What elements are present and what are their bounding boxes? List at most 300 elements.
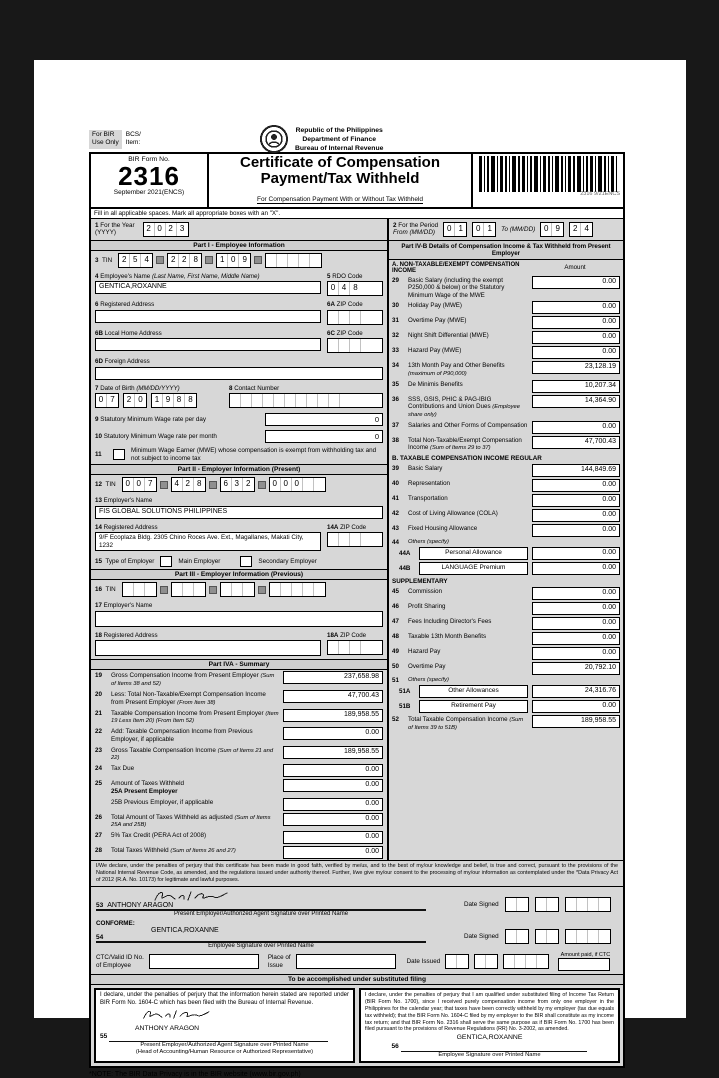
- item-number: 34: [392, 362, 399, 370]
- signature-53-handwriting: [151, 889, 426, 902]
- digit-cell: [457, 955, 468, 968]
- contact-number-field[interactable]: [229, 393, 383, 408]
- part4b-header: Part IV-B Details of Compensation Income & Tax Withheld from Present Employer: [389, 241, 623, 260]
- digit-cell: [566, 898, 577, 911]
- digit-cell: [328, 339, 339, 352]
- part2-header: Part II - Employer Information (Present): [91, 464, 387, 475]
- form-subtitle: For Compensation Payment With or Without Tax Withheld: [256, 195, 424, 203]
- zip-6c-field[interactable]: [327, 338, 383, 353]
- amount-field[interactable]: 0.00: [532, 562, 620, 575]
- digit-cell: [252, 394, 263, 407]
- date-signed-53-year[interactable]: [565, 897, 611, 912]
- summary-row: [91, 778, 387, 796]
- employer-address-row: 14 Registered Address 9/F Ecoplaza Bldg. 2305 Chino Roces Ave. Ext., Magallanes, Makati City, 1232 14A ZIP Code: [91, 522, 387, 555]
- republic-line: Republic of the Philippines: [295, 126, 383, 134]
- use-only-label: Use Only: [92, 139, 119, 147]
- digit-cell: 8: [174, 394, 185, 407]
- specify-label-field[interactable]: Personal Allowance: [419, 547, 528, 560]
- summary-row: [91, 745, 387, 764]
- digit-cell: [123, 583, 134, 596]
- amount-field[interactable]: 0.00: [283, 727, 383, 740]
- digit-cell: [232, 583, 243, 596]
- amount-field[interactable]: 0.00: [532, 276, 620, 289]
- section-header: SUPPLEMENTARY: [392, 578, 448, 586]
- mwe-checkbox[interactable]: [113, 449, 125, 460]
- digit-cell: [547, 930, 558, 943]
- previous-employer-name-field[interactable]: [95, 611, 383, 627]
- amount-field[interactable]: 0.00: [532, 547, 620, 560]
- digit-cell: [299, 254, 310, 267]
- form-title-cell: [209, 154, 471, 207]
- digit-cell: [361, 339, 372, 352]
- amount-field[interactable]: 0.00: [532, 331, 620, 344]
- date-signed-53-day[interactable]: [535, 897, 559, 912]
- item-label: Transportation: [408, 495, 448, 503]
- amount-field[interactable]: 189,958.55: [283, 709, 383, 722]
- foreign-address-row: 6D Foreign Address: [91, 356, 387, 382]
- period-label: 2 For the Period From (MM/DD): [393, 221, 439, 237]
- item-label: Overtime Pay: [408, 663, 446, 671]
- item-label: Taxable Compensation Income from Present Employer (Item 19 Less Item 20) (From Item 52): [111, 709, 279, 725]
- digit-cell: [537, 955, 548, 968]
- digit-cell: [361, 641, 372, 654]
- digit-cell: 1: [152, 394, 163, 407]
- item-label: Total Amount of Taxes Withheld as adjusted (Sum of Items 25A and 25B): [111, 813, 271, 829]
- employer-signatory-name: ANTHONY ARAGON: [107, 901, 174, 909]
- amount-field[interactable]: 0.00: [283, 798, 383, 811]
- digit-cell: [134, 583, 145, 596]
- item-label: Item:: [125, 139, 141, 147]
- item-number: 33: [392, 347, 399, 355]
- item-label: Holiday Pay (MWE): [408, 302, 462, 310]
- for-bir-chip: [89, 130, 122, 149]
- specify-label-field[interactable]: LANGUAGE Premium: [419, 562, 528, 575]
- employee-name-field[interactable]: GENTICA,ROXANNE: [95, 281, 321, 294]
- item-label: Cost of Living Allowance (COLA): [408, 510, 498, 518]
- digit-cell: [328, 533, 339, 546]
- compensation-row: [389, 661, 623, 676]
- item-label: Fees Including Director's Fees: [408, 618, 492, 626]
- previous-employer-tin-field[interactable]: [122, 582, 326, 597]
- tin-separator: [205, 256, 213, 264]
- employer-name-row: 13 Employer's Name FIS GLOBAL SOLUTIONS PHILIPPINES: [91, 495, 387, 521]
- digit-cell: [599, 930, 610, 943]
- tin-separator: [156, 256, 164, 264]
- digit-cell: [599, 898, 610, 911]
- year-label: 1 For the Year (YYYY): [95, 221, 135, 237]
- digit-cell: [296, 394, 307, 407]
- digit-cell: [281, 583, 292, 596]
- digit-cell: 3: [232, 478, 243, 491]
- digit-cell: [303, 478, 314, 491]
- others-specify-header: 51 Others (specify): [392, 677, 449, 685]
- amount-field[interactable]: 0.00: [532, 494, 620, 507]
- item-number: 22: [95, 728, 103, 736]
- item-number: 52: [392, 716, 399, 724]
- barcode-label: 2316 9/21ENCS: [580, 190, 620, 197]
- zip-14a-field[interactable]: [327, 532, 383, 547]
- date-issued-year[interactable]: [503, 954, 549, 969]
- bir-seal-icon: [259, 124, 289, 156]
- foreign-address-field[interactable]: [95, 367, 383, 380]
- amount-field[interactable]: 0.00: [532, 587, 620, 600]
- digit-cell: [361, 533, 372, 546]
- previous-employer-address-field[interactable]: [95, 640, 321, 656]
- amount-field[interactable]: 10,207.34: [532, 380, 620, 393]
- tin-group[interactable]: [167, 253, 202, 268]
- item-number: 36: [392, 395, 399, 403]
- year-period-row: [91, 219, 623, 241]
- date-signed-54-day[interactable]: [535, 929, 559, 944]
- wage-per-month-field[interactable]: 0: [265, 430, 383, 443]
- amount-field[interactable]: 0.00: [532, 700, 620, 713]
- summary-rows: [91, 670, 387, 860]
- tin-separator: [209, 586, 217, 594]
- tin-group[interactable]: [220, 582, 255, 597]
- period-to-month-field[interactable]: [540, 222, 564, 237]
- part3-header: Part III - Employer Information (Previous): [91, 569, 387, 580]
- amount-field[interactable]: 0.00: [283, 779, 383, 792]
- amount-field[interactable]: 0.00: [532, 509, 620, 522]
- amount-field[interactable]: 0.00: [532, 479, 620, 492]
- employee-signatory-name-56: GENTICA,ROXANNE: [456, 1034, 523, 1042]
- section-header: B. TAXABLE COMPENSATION INCOME REGULAR: [392, 455, 542, 463]
- digit-cell: [285, 394, 296, 407]
- amount-field[interactable]: 0.00: [283, 764, 383, 777]
- digit-cell: 7: [147, 479, 153, 489]
- dof-line: Department of Finance: [302, 135, 377, 143]
- amount-field[interactable]: 23,128.19: [532, 361, 620, 374]
- period-to-label: To (MM/DD): [501, 225, 536, 233]
- digit-cell: [329, 394, 340, 407]
- zip-6a-field[interactable]: [327, 310, 383, 325]
- digit-cell: 0: [155, 223, 166, 236]
- item-number: 35: [392, 380, 399, 388]
- fill-instruction: Fill in all applicable spaces. Mark all appropriate boxes with an "X".: [91, 209, 623, 219]
- item-label: Night Shift Differential (MWE): [408, 332, 489, 340]
- employer-signatory-name-55: ANTHONY ARAGON: [135, 1024, 200, 1032]
- item-label: Hazard Pay: [408, 648, 441, 656]
- date-signed-54: Date Signed: [464, 929, 611, 944]
- period-from-day-field[interactable]: [472, 222, 496, 237]
- amount-field[interactable]: 0.00: [283, 831, 383, 844]
- digit-cell: [314, 478, 325, 491]
- dob-contact-row: 7 Date of Birth (MM/DD/YYYY) 0 7 2 0 1 9 8 8 8 Contact Number: [91, 383, 387, 411]
- digit-cell: [339, 533, 350, 546]
- digit-cell: 8: [196, 479, 202, 489]
- compensation-row: [389, 394, 623, 420]
- dob-year-field[interactable]: [151, 393, 197, 408]
- digit-cell: [183, 583, 194, 596]
- compensation-row: [389, 616, 623, 631]
- item-label: Tax Due: [111, 765, 135, 773]
- amount-field[interactable]: 0.00: [532, 617, 620, 630]
- amount-field[interactable]: 0.00: [532, 301, 620, 314]
- period-from-month-field[interactable]: [443, 222, 467, 237]
- dob-month-field[interactable]: [95, 393, 119, 408]
- amount-field[interactable]: 0.00: [532, 632, 620, 645]
- signature-55-caption1: Present Employer/Authorized Agent Signature over Printed Name: [140, 1041, 309, 1048]
- employer-tin-field[interactable]: [122, 477, 326, 492]
- bir-line: Bureau of Internal Revenue: [295, 144, 383, 154]
- summary-row: [91, 845, 387, 860]
- amount-field[interactable]: 47,700.43: [283, 690, 383, 703]
- main-employer-checkbox[interactable]: [160, 556, 172, 567]
- digit-cell: [307, 394, 318, 407]
- compensation-row: [389, 360, 623, 378]
- conforme-label: CONFORME:: [96, 919, 135, 927]
- dob-day-field[interactable]: [123, 393, 147, 408]
- item-number: 20: [95, 691, 103, 698]
- digit-cell: [172, 583, 183, 596]
- date-issued-day[interactable]: [474, 954, 498, 969]
- item-number: 43: [392, 525, 399, 533]
- digit-cell: [547, 898, 558, 911]
- amount-field[interactable]: 24,316.76: [532, 685, 620, 698]
- left-column: [91, 241, 389, 860]
- digit-cell: [506, 930, 517, 943]
- item-number: 21: [95, 709, 103, 717]
- item-label: 13th Month Pay and Other Benefits (maximum of P90,000): [408, 362, 505, 377]
- item-label: Overtime Pay (MWE): [408, 317, 467, 325]
- item-label: Gross Compensation Income from Present Employer (Sum of Items 38 and 52): [111, 672, 275, 688]
- declaration-text: I/We declare, under the penalties of perjury that this certificate has been made in good faith, verified by me/us, and to the best of my/our knowledge and belief, is true and correct, pursuant to the provisions of the National Internal Revenue Code, as amended, and the regulations issued under authority thereof. Further, I/we give my/our consent to the processing of my/our information as contemplated under the *Data Privacy Act of 2012 (R.A. No. 10173) for legitimate and lawful purposes.: [91, 861, 623, 886]
- digit-cell: 3: [179, 223, 185, 233]
- year-field[interactable]: [143, 222, 189, 237]
- digit-cell: [517, 930, 528, 943]
- item-number: 30: [392, 302, 399, 310]
- specify-row: [389, 546, 623, 561]
- digit-cell: 9: [163, 394, 174, 407]
- substituted-filing-section: [91, 985, 623, 1065]
- previous-employer-address-row: 18 Registered Address 18A ZIP Code: [91, 630, 387, 659]
- substituted-left-text: I declare, under the penalties of perjury that the information herein stated are reported under BIR Form No. 1604-C which has been filed with the Bureau of Internal Revenue.: [100, 992, 349, 1006]
- item-number: 51B: [399, 703, 411, 711]
- item-label: Representation: [408, 480, 450, 488]
- employer-name-field[interactable]: FIS GLOBAL SOLUTIONS PHILIPPINES: [95, 506, 383, 519]
- summary-row: [91, 763, 387, 778]
- item-number: 38: [392, 437, 399, 445]
- tin-separator: [258, 586, 266, 594]
- digit-cell: 2: [570, 223, 581, 236]
- digit-cell: [486, 955, 497, 968]
- item-number: [95, 798, 108, 806]
- digit-cell: 2: [183, 478, 194, 491]
- amount-field[interactable]: 189,958.55: [532, 715, 620, 728]
- local-address-field[interactable]: [95, 338, 321, 351]
- compensation-row: [389, 463, 623, 478]
- specify-label-field[interactable]: Other Allowances: [419, 685, 528, 698]
- digit-cell: [328, 311, 339, 324]
- digit-cell: [475, 955, 486, 968]
- secondary-employer-label: Secondary Employer: [258, 557, 317, 565]
- digit-cell: 9: [555, 223, 560, 233]
- form-edition: September 2021(ENCS): [113, 188, 185, 196]
- tin-group[interactable]: [269, 477, 326, 492]
- part4a-header: Part IVA - Summary: [91, 659, 387, 670]
- tin-group[interactable]: [171, 477, 206, 492]
- tin-group[interactable]: [122, 477, 157, 492]
- employer-type-row: 15 Type of Employer Main Employer Secondary Employer: [91, 554, 387, 569]
- wage-per-day-row: 9 Statutory Minimum Wage rate per day 0: [91, 411, 387, 428]
- amount-field[interactable]: 0.00: [283, 846, 383, 859]
- substituted-right-text: I declare, under the penalties of perjury that I am qualified under substituted filing of Income Tax Return (BIR Form No. 1700), since I received purely compensation income from only one employer in the Philippines for the calendar year; that taxes have been correctly withheld by my employer (tax due equals tax withheld); that the BIR Form No. 1604-C filed by my employer to the BIR shall constitute as my income tax return; and that BIR Form No. 2316 shall serve the same purpose as if BIR Form No. 1700 has been filed pursuant to the provisions of Revenue Regulations (RR) No. 3-2002, as amended.: [365, 992, 614, 1033]
- summary-row: [91, 708, 387, 727]
- item-number: 32: [392, 332, 399, 340]
- digit-cell: 0: [123, 478, 134, 491]
- tin-group[interactable]: [220, 477, 255, 492]
- others-specify-header: 44 Others (specify): [392, 539, 449, 547]
- digit-cell: 0: [281, 478, 292, 491]
- signature-54-caption: Employee Signature over Printed Name: [208, 942, 314, 949]
- date-signed-54-month[interactable]: [505, 929, 529, 944]
- amount-paid-label: Amount paid, if CTC: [560, 952, 611, 959]
- bcs-item: [126, 130, 141, 149]
- amount-field[interactable]: 144,849.69: [532, 464, 620, 477]
- registered-address-field[interactable]: [95, 310, 321, 323]
- amount-field[interactable]: 237,658.98: [283, 671, 383, 684]
- summary-row: [91, 830, 387, 845]
- digit-cell: [350, 641, 361, 654]
- digit-cell: [270, 583, 281, 596]
- amount-paid-field[interactable]: [558, 958, 610, 971]
- mwe-row: 11 Minimum Wage Earner (MWE) whose compensation is exempt from withholding tax and not subject to income tax: [91, 445, 387, 464]
- employee-signatory-name: GENTICA,ROXANNE: [151, 926, 219, 934]
- digit-cell: 2: [124, 394, 135, 407]
- item-number: 40: [392, 480, 399, 488]
- tin-group[interactable]: [171, 582, 206, 597]
- item-label: Add: Taxable Compensation Income from Previous Employer, if applicable: [111, 728, 253, 743]
- amount-field[interactable]: 0.00: [532, 421, 620, 434]
- item-number: 26: [95, 813, 103, 821]
- section-a-label: A. NON-TAXABLE/EXEMPT COMPENSATION INCOME: [392, 261, 520, 274]
- digit-cell: 4: [339, 282, 350, 295]
- digit-cell: 7: [110, 395, 115, 405]
- ctc-label: CTC/Valid ID No. of Employee: [96, 953, 144, 969]
- period-to-day-field[interactable]: [569, 222, 593, 237]
- digit-cell: [221, 583, 232, 596]
- employee-tin-field[interactable]: [118, 253, 322, 268]
- item-number: 49: [392, 648, 399, 656]
- digit-cell: [303, 583, 314, 596]
- digit-cell: [536, 898, 547, 911]
- signature-55-caption2: (Head of Accounting/Human Resource or Authorized Representative): [135, 1048, 314, 1055]
- item-label: Gross Taxable Compensation Income (Sum of Items 21 and 22): [111, 746, 274, 762]
- secondary-employer-checkbox[interactable]: [240, 556, 252, 567]
- signature-53-caption: Present Employer/Authorized Agent Signature over Printed Name: [173, 910, 349, 917]
- place-of-issue-field[interactable]: [296, 954, 396, 969]
- bcs-label: BCS/: [125, 131, 141, 138]
- compensation-row: [389, 631, 623, 646]
- tin-separator: [209, 481, 217, 489]
- tin-group[interactable]: [216, 253, 251, 268]
- amount-field[interactable]: 0.00: [532, 602, 620, 615]
- signature-section: [91, 887, 623, 975]
- item-number: 37: [392, 422, 399, 430]
- ctc-id-field[interactable]: [149, 954, 259, 969]
- for-bir-use-only: [89, 130, 141, 149]
- digit-cell: 2: [168, 254, 179, 267]
- wage-per-month-row: 10 Statutory Minimum Wage rate per month 0: [91, 428, 387, 445]
- tin-group[interactable]: [122, 582, 157, 597]
- digit-cell: [274, 394, 285, 407]
- amount-field[interactable]: 47,700.43: [532, 436, 620, 449]
- digit-cell: 2: [119, 254, 130, 267]
- item-label: Taxable 13th Month Benefits: [408, 633, 487, 641]
- digit-cell: [361, 311, 372, 324]
- compensation-row: [389, 275, 623, 300]
- item-label: SSS, GSIS, PHIC & PAG-IBIG Contributions and Union Dues (Employee share only): [408, 395, 521, 419]
- tin-group[interactable]: [265, 253, 322, 268]
- amount-field[interactable]: 0.00: [532, 647, 620, 660]
- item-number: 29: [392, 276, 399, 284]
- item-number: 27: [95, 832, 103, 840]
- amount-field[interactable]: 189,958.55: [283, 746, 383, 759]
- specify-label-field[interactable]: Retirement Pay: [419, 700, 528, 713]
- amount-field[interactable]: 0.00: [283, 813, 383, 826]
- tin-separator: [258, 481, 266, 489]
- summary-row: [91, 689, 387, 708]
- part1-header: Part I - Employee Information: [91, 241, 387, 251]
- amount-field[interactable]: 14,364.90: [532, 395, 620, 408]
- compensation-row: [389, 586, 623, 601]
- wage-per-day-field[interactable]: 0: [265, 413, 383, 426]
- digit-cell: [277, 254, 288, 267]
- tin-group[interactable]: [118, 253, 153, 268]
- item-label: Salaries and Other Forms of Compensation: [408, 422, 528, 430]
- compensation-row: [389, 601, 623, 616]
- tin-separator: [254, 256, 262, 264]
- form-number: 2316: [118, 160, 180, 191]
- item-number: 39: [392, 465, 399, 473]
- item-number: 41: [392, 495, 399, 503]
- compensation-row: [389, 508, 623, 523]
- compensation-row: [389, 478, 623, 493]
- item-number: 24: [95, 765, 103, 773]
- amount-field[interactable]: 20,792.10: [532, 662, 620, 675]
- item-number: 19: [95, 672, 103, 680]
- digit-cell: [230, 394, 241, 407]
- item-label: Profit Sharing: [408, 603, 446, 611]
- digit-cell: [145, 583, 156, 596]
- zip-18a-field[interactable]: [327, 640, 383, 655]
- digit-cell: 0: [134, 478, 145, 491]
- digit-cell: [310, 254, 321, 267]
- digit-cell: 2: [144, 223, 155, 236]
- amount-field[interactable]: 0.00: [532, 346, 620, 359]
- item-number: 31: [392, 317, 399, 325]
- digit-cell: 0: [270, 478, 281, 491]
- tin-group[interactable]: [269, 582, 326, 597]
- digit-cell: [577, 930, 588, 943]
- item-number: 48: [392, 633, 399, 641]
- rdo-code-field[interactable]: [327, 281, 383, 296]
- digit-cell: [194, 583, 205, 596]
- date-signed-53-month[interactable]: [505, 897, 529, 912]
- amount-field[interactable]: 0.00: [532, 524, 620, 537]
- amount-field[interactable]: 0.00: [532, 316, 620, 329]
- digit-cell: [504, 955, 515, 968]
- digit-cell: [241, 394, 252, 407]
- date-issued-month[interactable]: [445, 954, 469, 969]
- date-signed-54-year[interactable]: [565, 929, 611, 944]
- ctc-row: [96, 952, 618, 971]
- digit-cell: [243, 583, 254, 596]
- digit-cell: 0: [541, 223, 552, 236]
- digit-cell: 0: [328, 282, 339, 295]
- employer-address-field[interactable]: 9/F Ecoplaza Bldg. 2305 Chino Roces Ave. Ext., Magallanes, Makati City, 1232: [95, 532, 321, 551]
- form-number-cell: [91, 154, 209, 207]
